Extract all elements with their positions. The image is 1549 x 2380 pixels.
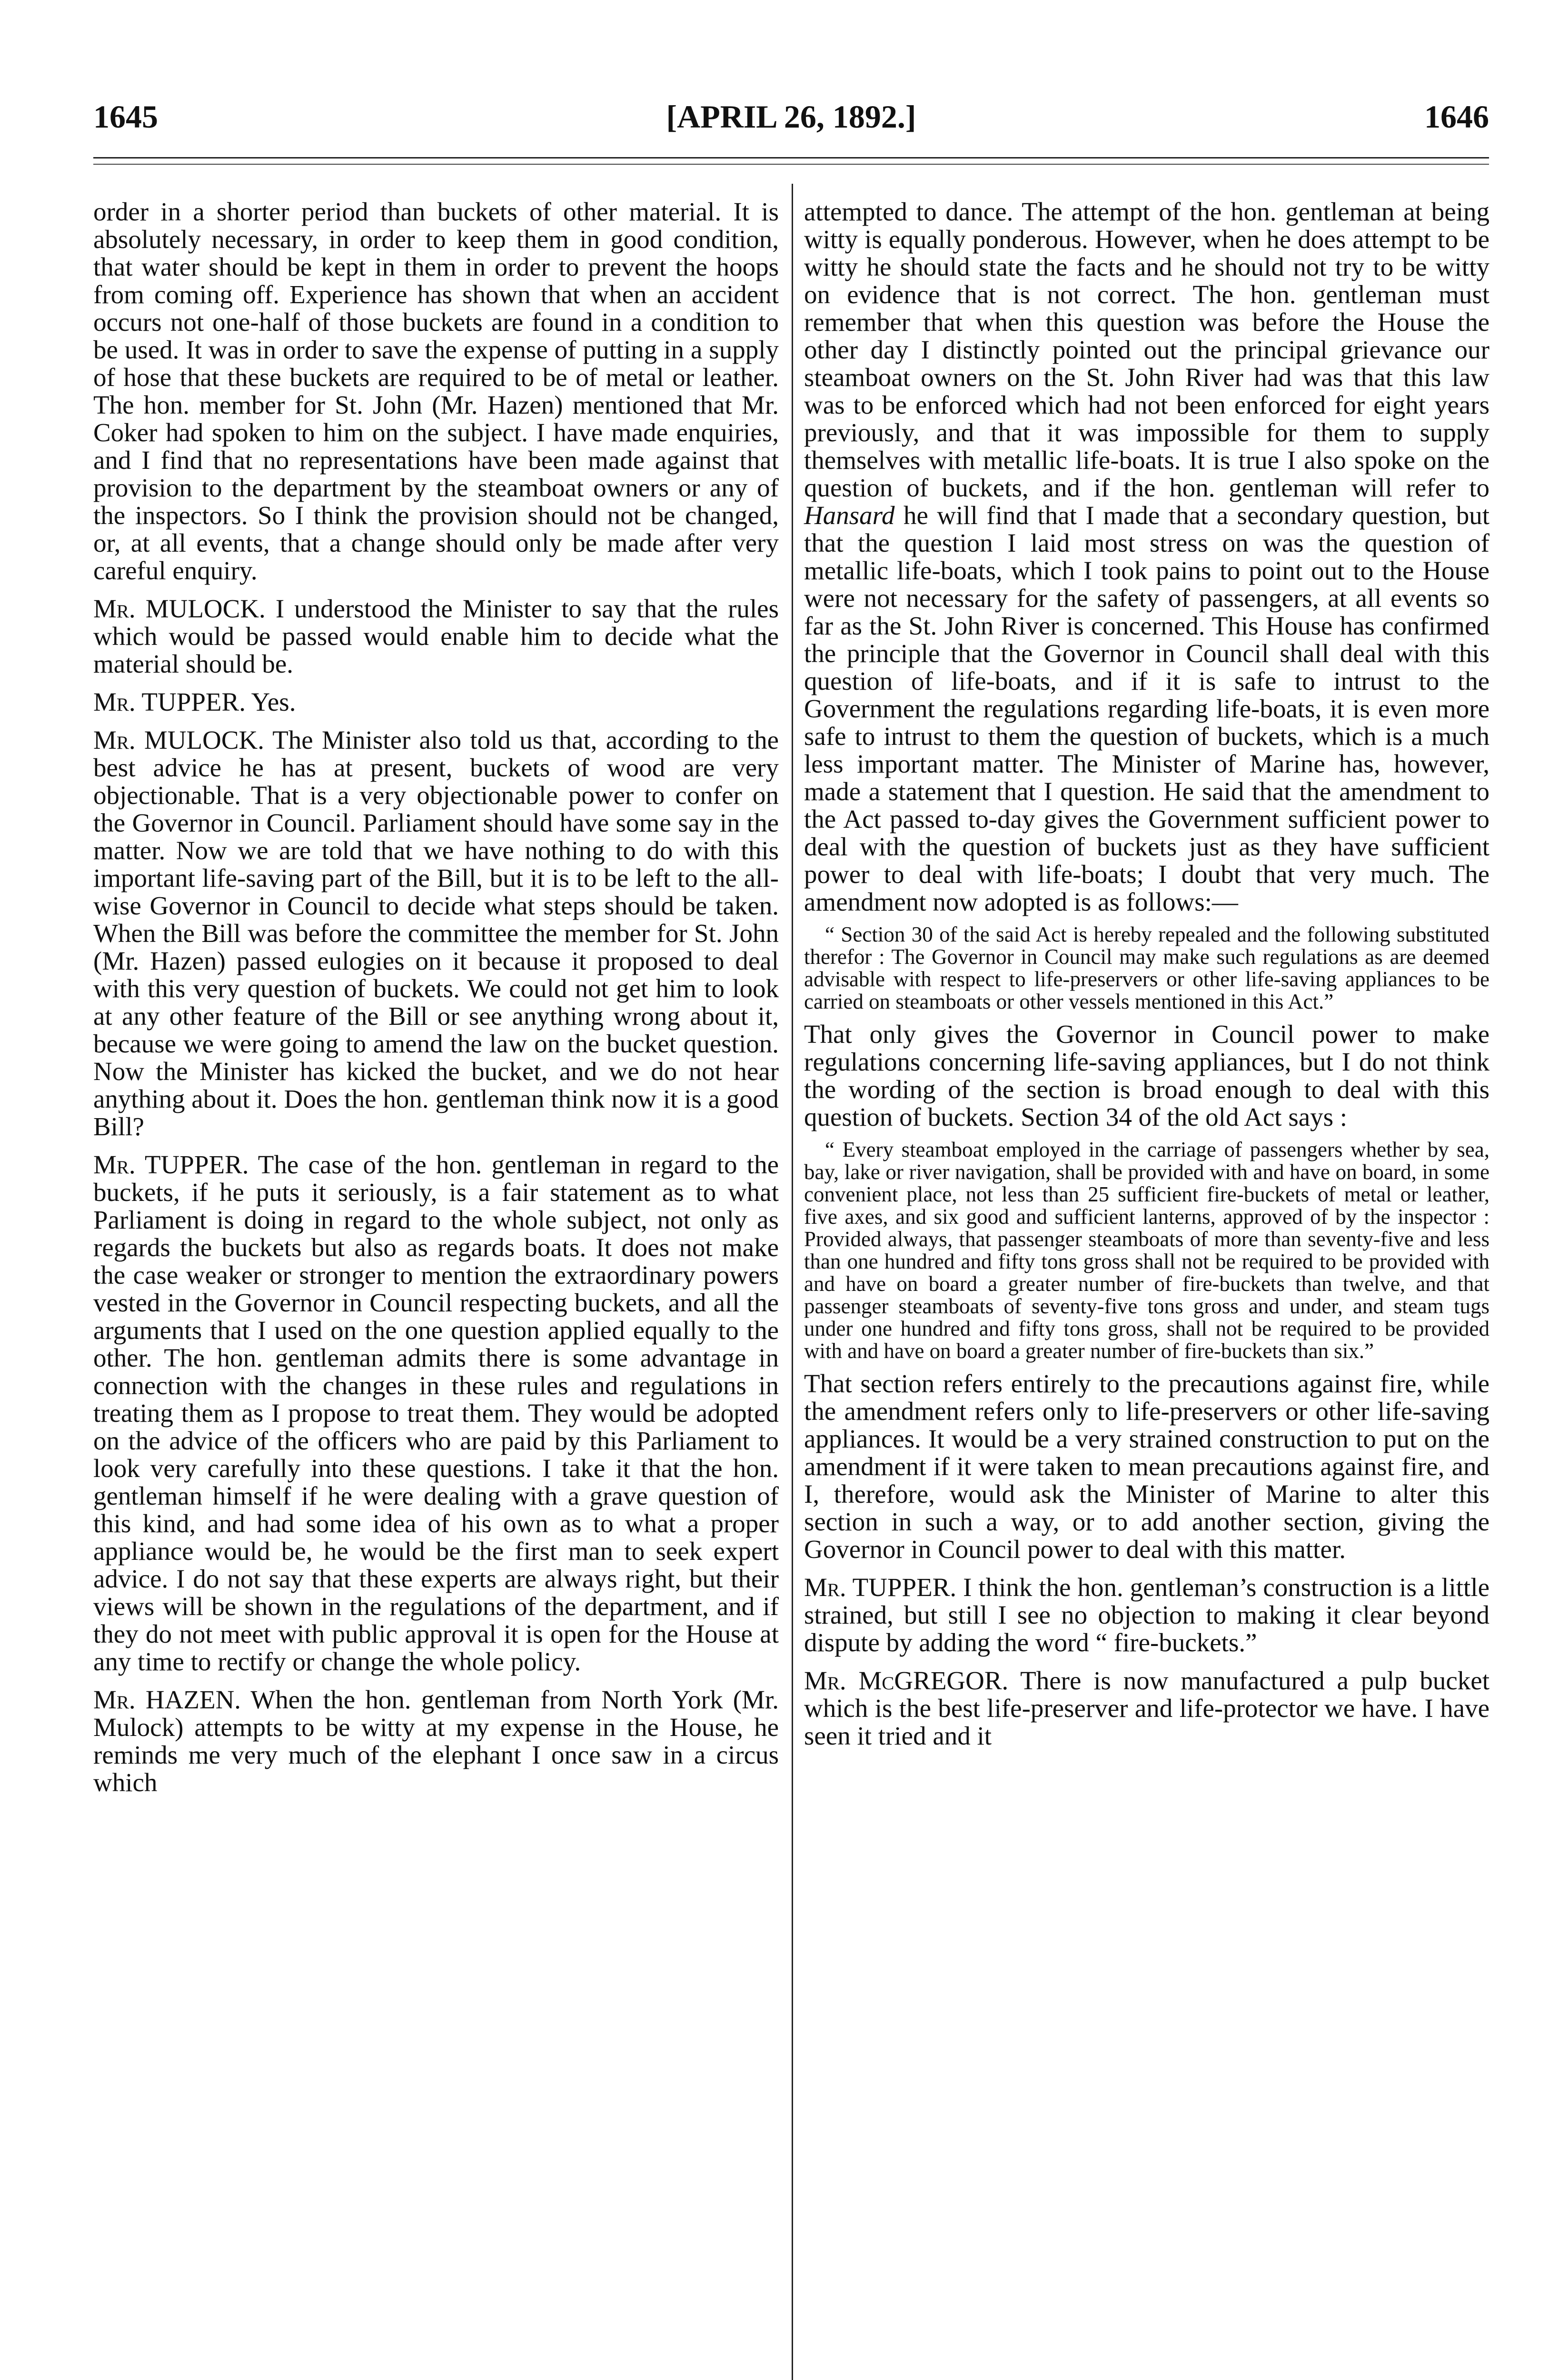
header-rule-top: [93, 157, 1489, 159]
speech-text: There is now manufactured a pulp bucket which is the best life-preserver and life-protector we have. I have seen it tried and it: [804, 1666, 1489, 1750]
page-date: [APRIL 26, 1892.]: [666, 99, 916, 135]
speech-tupper-1: [93, 688, 779, 716]
right-paragraph-1: [804, 198, 1489, 916]
right-paragraph-2: That only gives the Governor in Council power to make regulations concerning life-saving appliances, but I do not think the wording of the section is broad enough to deal with this question of buckets. Section 34 of the old Act says :: [804, 1020, 1489, 1131]
speech-text: When the hon. gentleman from North York (Mr. Mulock) attempts to be witty at my expense in the House, he reminds me very much of the elephant I once saw in a circus which: [93, 1685, 779, 1797]
quoted-section-34: “ Every steamboat employed in the carriage of passengers whether by sea, bay, lake or river navigation, shall be provided with and have on board, in some convenient place, not less than 25 sufficient fire-buckets of metal or leather, five axes, and six good and sufficient lanterns, approved of by the inspector : Provided always, that passenger steamboats of more than seventy-five and less than one hundred and fifty tons gross shall not be required to be provided with and have on board a greater number of fire-buckets than twelve, and that passenger steamboats of seventy-five tons gross and under, and steam tugs under one hundred and fifty tons gross, shall not be required to be provided with and have on board a greater number of fire-buckets than six.”: [804, 1138, 1489, 1363]
paragraph-text: he will find that I made that a secondary question, but that the question I laid most stress on was the question of metallic life-boats, which I took pains to point out to the House were not necessary for the safety of passengers, at all events so far as the St. John River is concerned. This House has confirmed the principle that the Governor in Council shall deal with this question of life-boats, and if it is safe to intrust to the Government the regulations regarding life-boats, it is even more safe to intrust to them the question of buckets, which is a much less important matter. The Minister of Marine has, however, made a statement that I question. He said that the amendment to the Act passed to-day gives the Government sufficient power to deal with the question of buckets just as they have sufficient power to deal with life-boats; I doubt that very much. The amendment now adopted is as follows:—: [804, 501, 1489, 916]
left-column: [93, 198, 779, 1796]
left-paragraph-1: order in a shorter period than buckets of other material. It is absolutely necessary, in order to keep them in good condition, that water should be kept in them in order to prevent the hoops from coming off. Experience has shown that when an accident occurs not one-half of those buckets are found in a condition to be used. It was in order to save the expense of putting in a supply of hose that these buckets are required to be of metal or leather. The hon. member for St. John (Mr. Hazen) mentioned that Mr. Coker had spoken to him on the subject. I have made enquiries, and I find that no representations have been made against that provision to the department by the steamboat owners or any of the inspectors. So I think the provision should not be changed, or, at all events, that a change should only be made after very careful enquiry.: [93, 197, 779, 585]
speech-mulock-2: [93, 726, 779, 1140]
right-column: [804, 198, 1489, 1750]
speaker-name: Mr. McGREGOR.: [804, 1666, 1009, 1695]
hansard-reference: Hansard: [804, 501, 895, 530]
speech-mulock-1: [93, 595, 779, 678]
speaker-name: Mr. MULOCK.: [93, 725, 264, 754]
speaker-name: Mr. TUPPER.: [804, 1573, 957, 1602]
speaker-name: Mr. MULOCK.: [93, 594, 266, 623]
paragraph-text: attempted to dance. The attempt of the hon. gentleman at being witty is equally ponderous. However, when he does attempt to be witty he should state the facts and he should not try to be witty on evidence that is not correct. The hon. gentleman must remember that when this question was before the House the other day I distinctly pointed out the principal grievance our steamboat owners on the St. John River had was that this law was to be enforced which had not been enforced for eight years previously, and that it was impossible for them to supply themselves with metallic life-boats. It is true I also spoke on the question of buckets, and if the hon. gentleman will refer to: [804, 197, 1489, 502]
page-number-left: 1645: [93, 99, 158, 135]
speech-text: The case of the hon. gentleman in regard to the buckets, if he puts it seriously, is a fair statement as to what Parliament is doing in regard to the whole subject, not only as regards the buckets but also as regards boats. It does not make the case weaker or stronger to mention the extraordinary powers vested in the Governor in Council respecting buckets, and all the arguments that I used on the one question applied equally to the other. The hon. gentleman admits there is some advantage in connection with the changes in these rules and regulations in treating them as I propose to treat them. They would be adopted on the advice of the officers who are paid by this Parliament to look very carefully into these questions. I take it that the hon. gentleman himself if he were dealing with a grave question of this kind, and had some idea of his own as to what a proper appliance would be, he would be the first man to seek expert advice. I do not say that these experts are always right, but their views will be shown in the regulations of the department, and if they do not meet with public approval it is open for the House at any time to rectify or change the whole policy.: [93, 1150, 779, 1676]
page-header: [93, 98, 1489, 155]
speech-text: Yes.: [245, 687, 296, 716]
right-paragraph-3: That section refers entirely to the precautions against fire, while the amendment refers only to life-preservers or other life-saving appliances. It would be a very strained construction to put on the amendment if it were taken to mean precautions against fire, and I, therefore, would ask the Minister of Marine to alter this section in such a way, or to add another section, giving the Governor in Council power to deal with this matter.: [804, 1369, 1489, 1564]
speech-text: I understood the Minister to say that the rules which would be passed would enable him to decide what the material should be.: [93, 594, 779, 678]
speaker-name: Mr. TUPPER.: [93, 687, 246, 716]
column-divider: [792, 184, 793, 2380]
header-rule-bottom: [93, 164, 1489, 165]
quoted-amendment: “ Section 30 of the said Act is hereby repealed and the following substituted therefor : The Governor in Council may make such regulations as are deemed advisable with respect to life-preservers or other life-saving appliances to be carried on steamboats or other vessels mentioned in this Act.”: [804, 922, 1489, 1013]
speech-text: The Minister also told us that, according to the best advice he has at present, buckets of wood are very objectionable. That is a very objectionable power to confer on the Governor in Council. Parliament should have some say in the matter. Now we are told that we have nothing to do with this important life-saving part of the Bill, but it is to be left to the all-wise Governor in Council to decide what steps should be taken. When the Bill was before the committee the member for St. John (Mr. Hazen) passed eulogies on it because it proposed to deal with this very question of buckets. We could not get him to look at any other feature of the Bill or see anything wrong about it, because we were going to amend the law on the bucket question. Now the Minister has kicked the bucket, and we do not hear anything about it. Does the hon. gentleman think now it is a good Bill?: [93, 725, 779, 1141]
speech-tupper-2: [93, 1151, 779, 1676]
speaker-name: Mr. TUPPER.: [93, 1150, 249, 1179]
speech-hazen: [93, 1686, 779, 1796]
speech-mcgregor: [804, 1667, 1489, 1750]
speech-text: I think the hon. gentleman’s construction is a little strained, but still I see no objection to making it clear beyond dispute by adding the word “ fire-buckets.”: [804, 1573, 1489, 1657]
speaker-name: Mr. HAZEN.: [93, 1685, 241, 1714]
speech-tupper-3: [804, 1574, 1489, 1656]
page-number-right: 1646: [1424, 99, 1489, 135]
